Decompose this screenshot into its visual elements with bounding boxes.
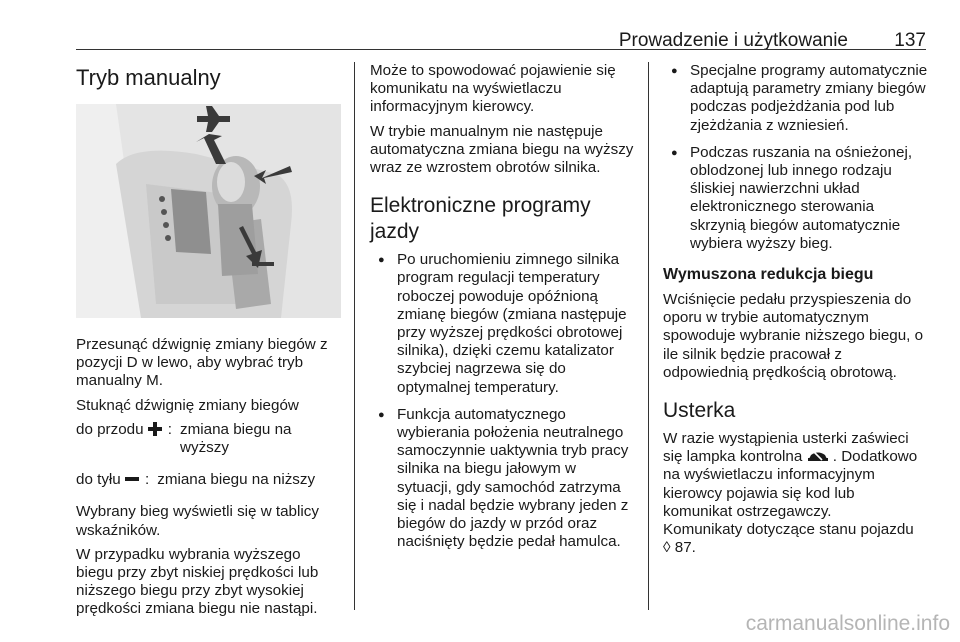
column-2 bbox=[370, 62, 635, 560]
forward-definition: zmiana biegu na wyższy bbox=[180, 420, 292, 457]
watermark: carmanualsonline.info bbox=[745, 612, 950, 635]
list-item: ● Po uruchomieniu zimnego silnika program regulacji temperatury roboczej powoduje opóźnioną zmianę biegów (zmiana następuje przy wyższej prędkości obrotowej silnika), dzięki czemu katalizator szybciej nagrzewa się do optymalnej temperatury. bbox=[370, 251, 635, 397]
paragraph: W razie wystąpienia usterki zaświeci się lampka kontrolna . Dodatkowo na wyświetlaczu informacyjnym kierowcy pojawia się kod lub komunikat ostrzegawczy. bbox=[663, 430, 918, 520]
paragraph: Komunikaty dotyczące stanu pojazdu ◊ 87. bbox=[663, 521, 914, 557]
back-row: do tyłu : zmiana biegu na niższy bbox=[76, 471, 341, 489]
list-item: ● Funkcja automatycznego wybierania położenia neutralnego samoczynnie uaktywnia tryb pracy silnika na biegu jałowym w sytuacji, gdy samochód zatrzyma się i nadal będzie wybrany jeden z biegów do jazdy w przód oraz naciśnięty będzie pedał hamulca. bbox=[370, 406, 635, 552]
caption-paragraph: Przesunąć dźwignię zmiany biegów z pozycji D w lewo, aby wybrać tryb manualny M. bbox=[76, 336, 328, 390]
column-1 bbox=[76, 62, 341, 625]
column-divider bbox=[648, 62, 649, 610]
list-item: ● Podczas ruszania na ośnieżonej, oblodzonej lub innego rodzaju śliskiej nawierzchni układ elektronicznego sterowania skrzynią biegów automatycznie wybiera wyższy bieg. bbox=[663, 144, 928, 253]
subsection-heading: Wymuszona redukcja biegu bbox=[663, 266, 874, 284]
section-heading: Usterka bbox=[663, 399, 736, 423]
forward-row: do przodu : zmiana biegu na wyższy bbox=[76, 421, 341, 457]
header-rule bbox=[76, 49, 926, 50]
paragraph: Wciśnięcie pedału przyspieszenia do oporu w trybie automatycznym spowoduje wybranie niższego biegu, o ile silnik będzie pracował z odpowiednią prędkością obrotową. bbox=[663, 291, 924, 381]
plus-icon bbox=[148, 422, 162, 436]
paragraph: Wybrany bieg wyświetli się w tablicy wskaźników. bbox=[76, 503, 319, 539]
reference-arrow-icon: ◊ bbox=[663, 539, 671, 557]
column-3 bbox=[663, 62, 928, 563]
paragraph: W przypadku wybrania wyższego biegu przy zbyt niskiej prędkości lub niższego biegu przy zbyt wysokiej prędkości zmiana biegu nie nastąpi. bbox=[76, 545, 319, 618]
list-item: ● Specjalne programy automatycznie adaptują parametry zmiany biegów podczas podjeżdżania pod lub zjeżdżania z wzniesień. bbox=[663, 62, 928, 135]
gear-lever-illustration bbox=[76, 104, 341, 318]
header-title: Prowadzenie i użytkowanie bbox=[618, 30, 848, 51]
page-number: 137 bbox=[894, 30, 926, 51]
paragraph: Może to spowodować pojawienie się komunikatu na wyświetlaczu informacyjnym kierowcy. bbox=[370, 62, 616, 116]
section-heading: Tryb manualny bbox=[76, 65, 221, 90]
page-reference-link[interactable]: 87. bbox=[674, 539, 696, 557]
paragraph: W trybie manualnym nie następuje automatyczna zmiana biegu na wyższy wraz ze wzrostem obrotów silnika. bbox=[370, 122, 634, 177]
forward-term: do przodu bbox=[76, 421, 162, 457]
bullet-list bbox=[663, 62, 928, 253]
gear-lever-image bbox=[76, 104, 341, 318]
section-heading: Elektroniczne programy jazdy bbox=[370, 194, 591, 244]
bullet-list bbox=[370, 251, 635, 551]
car-warning-icon bbox=[807, 449, 829, 463]
minus-icon bbox=[125, 472, 139, 486]
tap-paragraph: Stuknąć dźwignię zmiany biegów bbox=[76, 396, 299, 414]
back-definition: zmiana biegu na niższy bbox=[157, 471, 316, 489]
column-divider bbox=[354, 62, 355, 610]
back-term: do tyłu bbox=[76, 471, 139, 489]
